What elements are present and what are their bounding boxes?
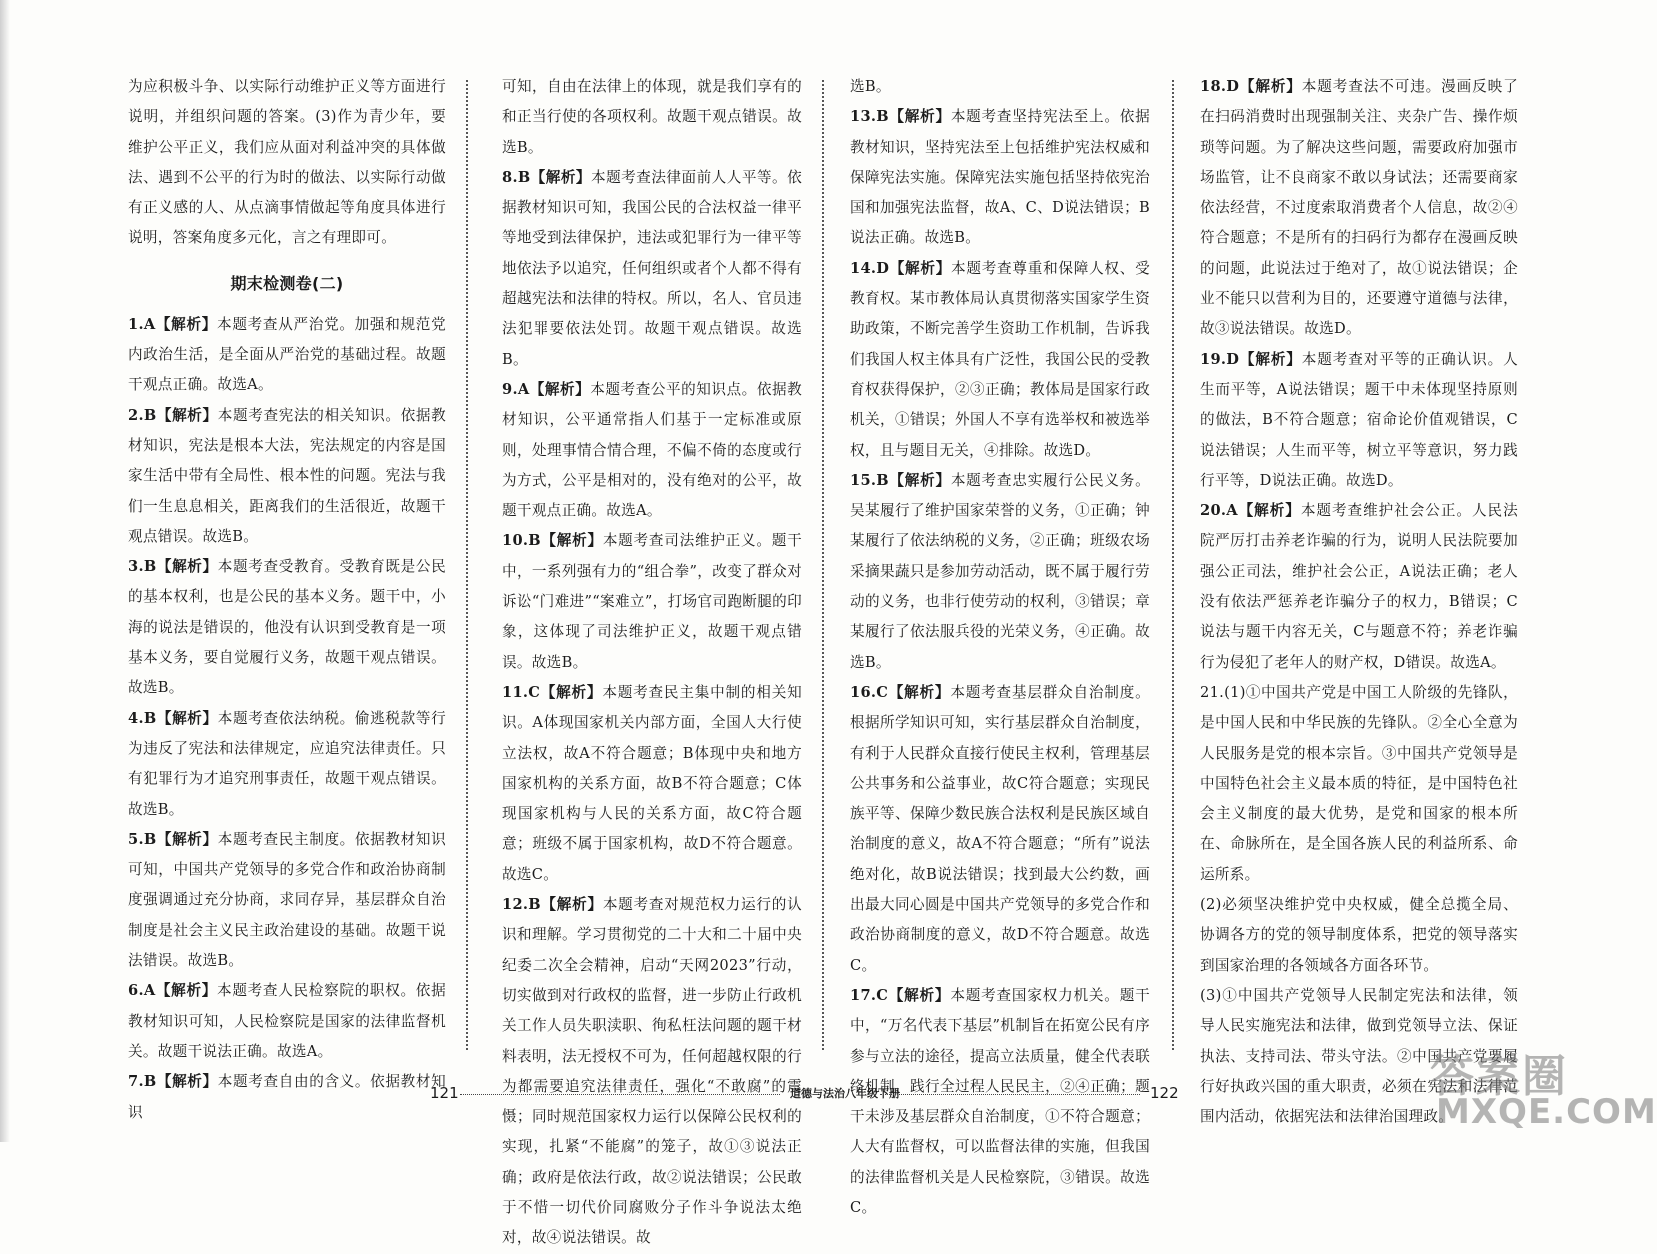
- book-title: 道德与法治八年级下册: [790, 1087, 900, 1100]
- answer-item-21: [1200, 678, 1518, 890]
- answer-text: 本题考查对平等的正确认识。人生而平等，A说法错误；题干中未体现坚持原则的做法，B不符合题意；宿命论价值观错误，C说法错误；人生而平等，树立平等意识，努力践行平等，D说法正确。故选D。: [1200, 350, 1519, 489]
- analysis-tag: 【解析】: [155, 315, 218, 333]
- answer-index: 20.A: [1200, 502, 1238, 520]
- answer-item-19: [1200, 345, 1518, 496]
- footer-dotted-rule: [880, 1094, 1140, 1095]
- analysis-tag: 【解析】: [889, 259, 952, 277]
- answer-index: 12.B: [502, 896, 541, 914]
- continued-answer: 选B。: [850, 78, 891, 95]
- answer-text: 本题考查依法纳税。偷逃税款等行为违反了宪法和法律规定，应追究法律责任。只有犯罪行为才追究刑事责任，故题干观点错误。故选B。: [128, 709, 446, 818]
- answer-item-2: [128, 401, 446, 552]
- page-footer: [0, 1080, 1600, 1110]
- binding-edge: [0, 0, 10, 1142]
- analysis-tag: 【解析】: [1237, 502, 1301, 520]
- analysis-tag: 【解析】: [888, 986, 951, 1004]
- answer-paragraph-21-2: (2)必须坚决维护党中央权威，健全总揽全局、协调各方的党的领导制度体系，把党的领导落实到国家治理的各领域各方面各环节。: [1200, 896, 1518, 974]
- answer-index: 8.B: [502, 168, 531, 186]
- page-number-left: 121: [430, 1084, 459, 1102]
- answer-text: 本题考查宪法的相关知识。依据教材知识，宪法是根本大法，宪法规定的内容是国家生活中带有全局性、根本性的问题。宪法与我们一生息息相关，距离我们的生活很近，故题干观点错误。故选B。: [128, 406, 446, 545]
- analysis-tag: 【解析】: [540, 683, 603, 701]
- answer-index: 17.C: [850, 986, 889, 1004]
- answer-index: 16.C: [850, 683, 889, 701]
- answer-index: 15.B: [850, 471, 889, 489]
- analysis-tag: 【解析】: [1239, 350, 1302, 368]
- answer-index: 2.B: [128, 406, 157, 424]
- analysis-tag: 【解析】: [530, 168, 592, 186]
- analysis-tag: 【解析】: [529, 380, 591, 398]
- answer-index: 13.B: [850, 108, 889, 126]
- answer-index: 3.B: [128, 558, 157, 576]
- column-divider: [822, 80, 824, 1050]
- answer-index: 9.A: [502, 380, 530, 398]
- analysis-tag: 【解析】: [156, 406, 218, 424]
- continued-answer: 可知，自由在法律上的体现，就是我们享有的和正当行使的各项权利。故题干观点错误。故选B。: [502, 78, 802, 156]
- analysis-tag: 【解析】: [156, 709, 218, 727]
- answer-item-6: [128, 976, 446, 1067]
- answer-list-col1: [128, 310, 446, 1128]
- answer-item-8: [502, 163, 802, 375]
- answer-item-13: [850, 102, 1150, 253]
- answer-item-9: [502, 375, 802, 526]
- watermark-logo: [1430, 1040, 1657, 1140]
- answer-text: 本题考查维护社会公正。人民法院严厉打击养老诈骗的行为，说明人民法院要加强公正司法，维护社会公正，A说法正确；老人没有依法严惩养老诈骗分子的权力，B错误；C说法与题干内容无关，C与题意不符；养老诈骗行为侵犯了老年人的财产权，D错误。故选A。: [1200, 502, 1518, 671]
- answer-item-20: [1200, 496, 1518, 678]
- answer-index: 7.B: [128, 1073, 157, 1091]
- answer-text: 本题考查受教育。受教育既是公民的基本权利，也是公民的基本义务。题干中，小海的说法是错误的，他没有认识到受教育是一项基本义务，要自觉履行义务，故题干观点错误。故选B。: [128, 558, 446, 697]
- answer-paragraph-21-3: (3)①中国共产党领导人民制定宪法和法律，领导人民实施宪法和法律，做到党领导立法、保证执法、支持司法、带头守法。②中国共产党要履行好执政兴国的重大职责，必须在宪法和法律范围内活动，依据宪法和法律治国理政。: [1200, 986, 1518, 1126]
- answer-text: 本题考查从严治党。加强和规范党内政治生活，是全面从严治党的基础过程。故题干观点正确。故选A。: [128, 315, 446, 394]
- answer-text: (1)①中国共产党是中国工人阶级的先锋队，是中国人民和中华民族的先锋队。②全心全意为人民服务是党的根本宗旨。③中国共产党领导是中国特色社会主义最本质的特征，是中国特色社会主义制度的最大优势，是党和国家的根本所在、命脉所在，是全国各族人民的利益所系、命运所系。: [1200, 683, 1518, 883]
- continued-answer: 为应积极斗争、以实际行动维护正义等方面进行说明，并组织问题的答案。(3)作为青少年，要维护公平正义，我们应从面对利益冲突的具体做法、遇到不公平的行为时的做法、以实际行动做有正义感的人、从点滴事情做起等角度具体进行说明，答案角度多元化，言之有理即可。: [128, 78, 446, 247]
- answer-item-10: [502, 526, 802, 677]
- analysis-tag: 【解析】: [156, 830, 218, 848]
- column-3: [850, 72, 1151, 1216]
- answer-text: 本题考查尊重和保障人权、受教育权。某市教体局认真贯彻落实国家学生资助政策，不断完善学生资助工作机制，告诉我们我国人权主体具有广泛性，我国公民的受教育权获得保护，②③正确；教体局是国家行政机关，①错误；外国人不享有选举权和被选举权，且与题目无关，④排除。故选D。: [850, 259, 1150, 459]
- answer-item-18: [1200, 72, 1518, 345]
- answer-index: 4.B: [128, 709, 157, 727]
- answer-index: 6.A: [128, 982, 156, 1000]
- column-divider: [466, 80, 468, 1050]
- answer-text: 本题考查民主制度。依据教材知识可知，中国共产党领导的多党合作和政治协商制度强调通过充分协商，求同存异，基层群众自治制度是社会主义民主政治建设的基础。故题干说法错误。故选B。: [128, 830, 446, 970]
- footer-dotted-rule: [460, 1094, 780, 1095]
- answer-item-4: [128, 704, 446, 825]
- analysis-tag: 【解析】: [540, 532, 603, 550]
- answer-item-11: [502, 678, 802, 890]
- answer-text: 本题考查自由的含义。依据教材知识: [128, 1073, 446, 1121]
- answer-index: 10.B: [502, 532, 541, 550]
- exam-section-heading: 期末检测卷(二): [230, 273, 344, 293]
- watermark-text: 答案圈: [1430, 1051, 1568, 1102]
- answer-text: 本题考查忠实履行公民义务。吴某履行了维护国家荣誉的义务，①正确；钟某履行了依法纳税的义务，②正确；班级农场采摘果蔬只是参加劳动活动，既不属于履行劳动的义务，也非行使劳动的权利，③错误；章某履行了依法服兵役的光荣义务，④正确。故选B。: [850, 471, 1150, 671]
- answer-item-5: [128, 825, 446, 976]
- answer-item-3: [128, 552, 446, 703]
- answer-index: 19.D: [1200, 350, 1240, 368]
- analysis-tag: 【解析】: [888, 108, 951, 126]
- answer-index: 1.A: [128, 315, 156, 333]
- answer-item-1: [128, 310, 446, 401]
- answer-text: 本题考查国家权力机关。题干中，“万名代表下基层”机制旨在拓宽公民有序参与立法的途径，提高立法质量，健全代表联络机制，践行全过程人民民主，②④正确；题干未涉及基层群众自治制度，①不符合题意；人大有监督权，可以监督法律的实施，但我国的法律监督机关是人民检察院，③错误。故选C。: [850, 986, 1151, 1216]
- answer-index: 14.D: [850, 259, 890, 277]
- analysis-tag: 【解析】: [888, 683, 951, 701]
- column-2: [502, 72, 803, 1247]
- answer-text: 本题考查法不可违。漫画反映了在扫码消费时出现强制关注、夹杂广告、操作烦琐等问题。为了解决这些问题，需要政府加强市场监管，让不良商家不敢以身试法；还需要商家依法经营，不过度索取消费者个人信息，故②④符合题意；不是所有的扫码行为都存在漫画反映的问题，此说法过于绝对了，故①说法错误；企业不能只以营利为目的，还要遵守道德与法律，故③说法错误。故选D。: [1200, 78, 1519, 338]
- answer-index: 5.B: [128, 830, 157, 848]
- column-divider: [1172, 80, 1174, 1050]
- analysis-tag: 【解析】: [156, 558, 218, 576]
- analysis-tag: 【解析】: [156, 1073, 218, 1091]
- answer-index: 18.D: [1200, 78, 1240, 95]
- answer-text: 本题考查民主集中制的相关知识。A体现国家机关内部方面，全国人大行使立法权，故A不符合题意；B体现中央和地方国家机构的关系方面，故B不符合题意；C体现国家机构与人民的关系方面，故C符合题意；班级不属于国家机构，故D不符合题意。故选C。: [502, 683, 803, 883]
- answer-index: 21.: [1200, 683, 1225, 701]
- answer-item-15: [850, 466, 1150, 678]
- answer-text: 本题考查坚持宪法至上。依据教材知识，坚持宪法至上包括维护宪法权威和保障宪法实施。保障宪法实施包括坚持依宪治国和加强宪法监督，故A、C、D说法错误；B说法正确。故选B。: [850, 108, 1150, 247]
- analysis-tag: 【解析】: [155, 982, 218, 1000]
- answer-index: 11.C: [502, 683, 541, 701]
- watermark-url: MXQE.COM: [1436, 1092, 1657, 1132]
- answer-item-12: [502, 890, 802, 1254]
- analysis-tag: 【解析】: [888, 471, 951, 489]
- analysis-tag: 【解析】: [1239, 78, 1302, 95]
- analysis-tag: 【解析】: [540, 896, 603, 914]
- answer-text: 本题考查法律面前人人平等。依据教材知识可知，我国公民的合法权益一律平等地受到法律保护，违法或犯罪行为一律平等地依法予以追究，任何组织或者个人都不得有超越宪法和法律的特权。所以，名人、官员违法犯罪要依法处罚。故题干观点错误。故选B。: [502, 168, 803, 368]
- answer-item-16: [850, 678, 1150, 981]
- answer-text: 本题考查基层群众自治制度。根据所学知识可知，实行基层群众自治制度，有利于人民群众直接行使民主权利，管理基层公共事务和公益事业，故C符合题意；实现民族平等、保障少数民族合法权利是民族区域自治制度的意义，故A不符合题意；“所有”说法绝对化，故B说法错误；找到最大公约数，画出最大同心圆是中国共产党领导的多党合作和政治协商制度的意义，故D不符合题意。故选C。: [850, 683, 1151, 974]
- answer-text: 本题考查公平的知识点。依据教材知识，公平通常指人们基于一定标准或原则，处理事情合情合理，不偏不倚的态度或行为方式，公平是相对的，没有绝对的公平，故题干观点正确。故选A。: [502, 380, 802, 520]
- answer-item-14: [850, 254, 1150, 466]
- answer-text: 本题考查司法维护正义。题干中，一系列强有力的“组合拳”，改变了群众对诉讼“门难进”“案难立”，打场官司跑断腿的印象，这体现了司法维护正义，故题干观点错误。故选B。: [502, 532, 802, 671]
- answer-text: 本题考查人民检察院的职权。依据教材知识可知，人民检察院是国家的法律监督机关。故题干说法正确。故选A。: [128, 982, 446, 1060]
- answer-text: 本题考查对规范权力运行的认识和理解。学习贯彻党的二十大和二十届中央纪委二次全会精神，启动“天网2023”行动，切实做到对行政权的监督，进一步防止行政机关工作人员失职渎职、徇私枉法问题的题干材料表明，法无授权不可为，任何超越权限的行为都需要追究法律责任，强化“不敢腐”的震慑；同时规范国家权力运行以保障公民权利的实现，扎紧“不能腐”的笼子，故①③说法正确；政府是依法行政，故②说法错误；公民敢于不惜一切代价同腐败分子作斗争说法太绝对，故④说法错误。故: [502, 896, 802, 1247]
- page-number-right: 122: [1150, 1084, 1179, 1102]
